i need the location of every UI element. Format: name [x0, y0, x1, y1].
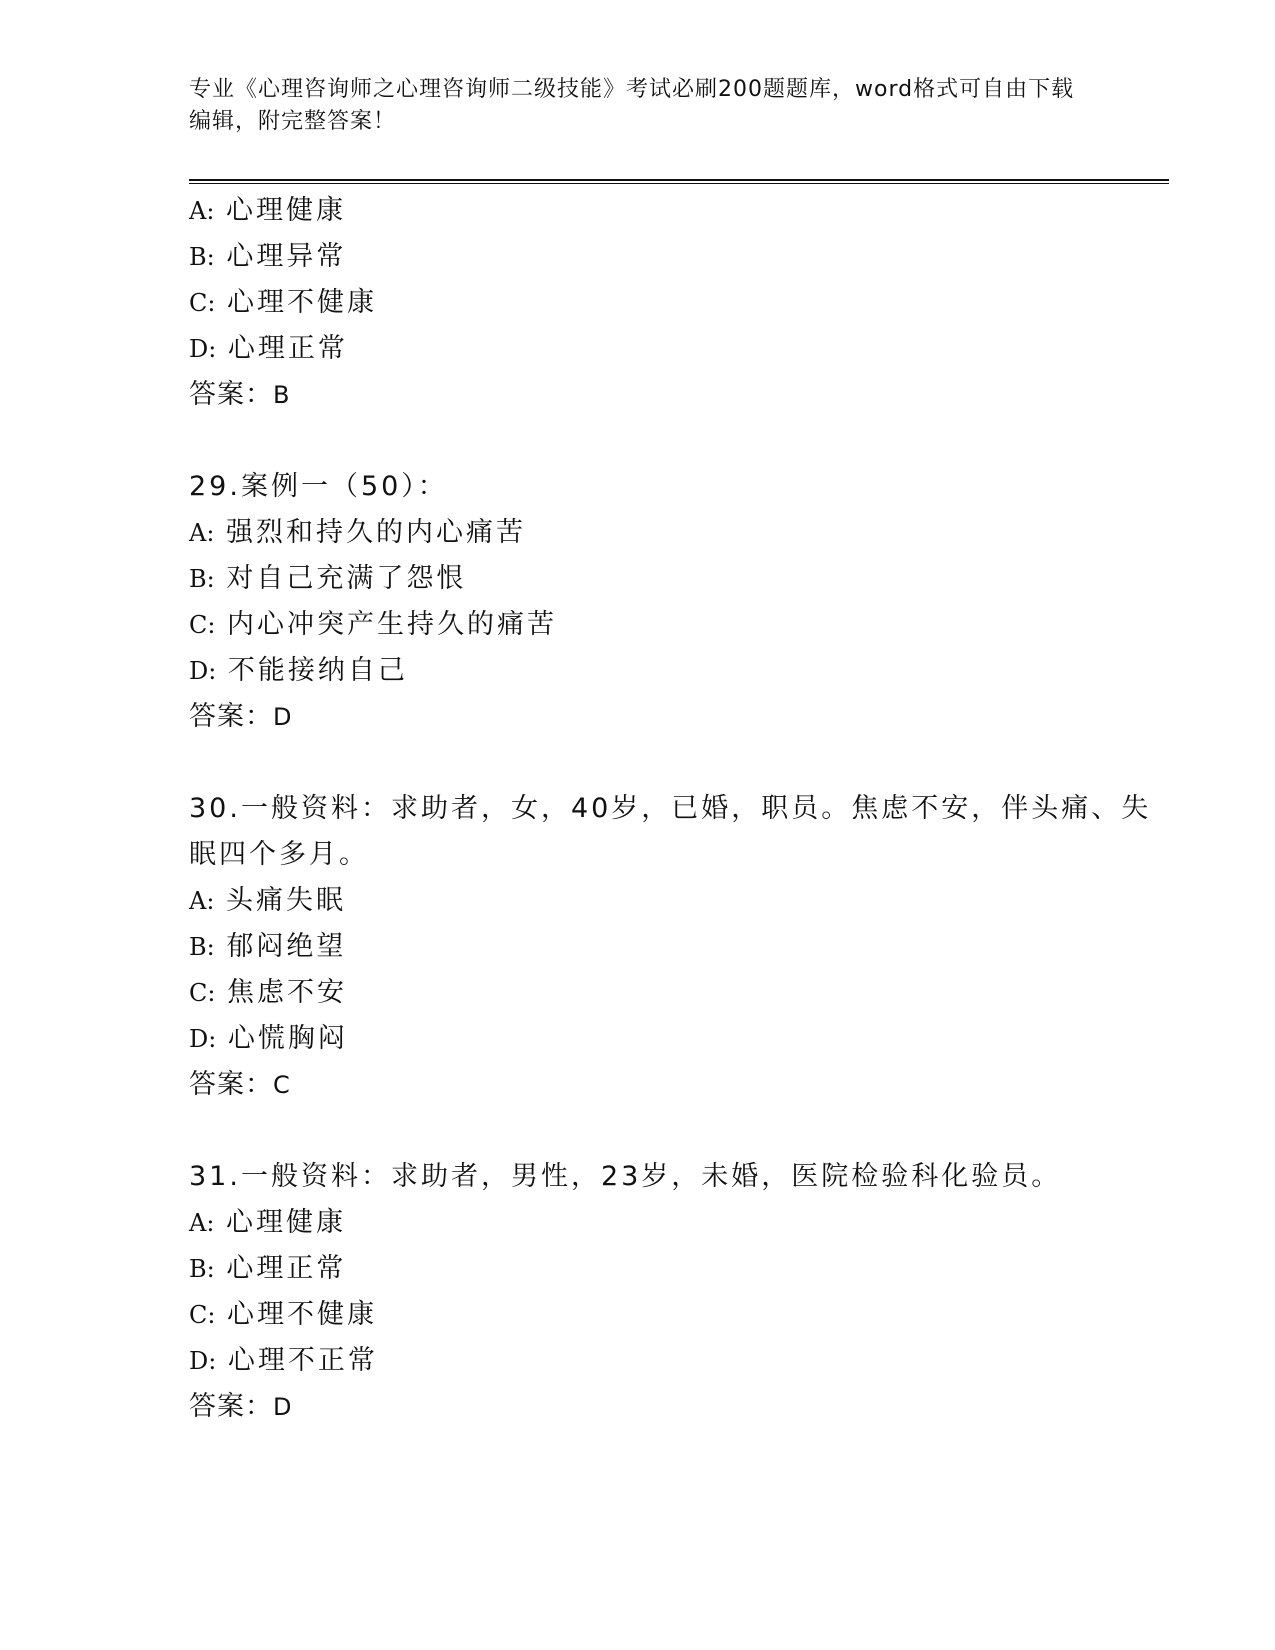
option-text: 不能接纳自己 [227, 655, 408, 686]
option-key: C: [189, 289, 216, 317]
option-key: D: [189, 335, 217, 363]
option-key: B: [189, 565, 215, 593]
option-a [189, 510, 1169, 556]
option-b [189, 556, 1169, 602]
option-key: D: [189, 657, 217, 685]
option-a [189, 878, 1169, 924]
option-text: 心慌胸闷 [227, 1023, 348, 1054]
option-key: D: [189, 1347, 217, 1375]
question-block [189, 1154, 1169, 1430]
option-b [189, 234, 1169, 280]
option-c [189, 1292, 1169, 1338]
option-c [189, 280, 1169, 326]
answer-value: D [273, 1393, 293, 1421]
answer-line [189, 694, 1169, 740]
option-text: 心理健康 [226, 1207, 347, 1238]
option-a [189, 1200, 1169, 1246]
option-d [189, 326, 1169, 372]
option-key: B: [189, 933, 215, 961]
option-key: A: [189, 887, 215, 915]
option-d [189, 1016, 1169, 1062]
answer-value: C [273, 1071, 291, 1099]
option-text: 内心冲突产生持久的痛苦 [227, 609, 558, 640]
option-text: 对自己充满了怨恨 [226, 563, 467, 594]
question-list [189, 188, 1169, 1476]
question-block [189, 464, 1169, 740]
answer-label: 答案： [189, 1069, 273, 1100]
option-text: 强烈和持久的内心痛苦 [226, 517, 527, 548]
option-text: 心理异常 [226, 241, 347, 272]
header-divider [189, 179, 1169, 184]
option-key: C: [189, 611, 216, 639]
option-text: 郁闷绝望 [226, 931, 347, 962]
option-text: 头痛失眠 [226, 885, 347, 916]
option-key: B: [189, 1255, 215, 1283]
option-text: 心理正常 [227, 333, 348, 364]
answer-label: 答案： [189, 1391, 273, 1422]
question-stem: 31.一般资料：求助者，男性，23岁，未婚，医院检验科化验员。 [189, 1161, 1062, 1192]
answer-value: D [273, 703, 293, 731]
question-stem: 30.一般资料：求助者，女，40岁，已婚，职员。焦虑不安，伴头痛、失眠四个多月。 [189, 793, 1152, 870]
option-key: B: [189, 243, 215, 271]
answer-value: B [273, 381, 291, 409]
option-key: A: [189, 197, 215, 225]
option-d [189, 1338, 1169, 1384]
answer-line [189, 372, 1169, 418]
option-key: C: [189, 979, 216, 1007]
option-text: 心理不正常 [227, 1345, 378, 1376]
option-text: 心理健康 [226, 195, 347, 226]
answer-line [189, 1062, 1169, 1108]
option-text: 心理不健康 [227, 1299, 378, 1330]
option-b [189, 1246, 1169, 1292]
answer-label: 答案： [189, 701, 273, 732]
option-c [189, 602, 1169, 648]
answer-line [189, 1384, 1169, 1430]
question-block [189, 786, 1169, 1108]
option-text: 心理正常 [226, 1253, 347, 1284]
option-key: D: [189, 1025, 217, 1053]
option-b [189, 924, 1169, 970]
option-key: A: [189, 519, 215, 547]
question-stem: 29.案例一（50）： [189, 471, 448, 502]
option-text: 焦虑不安 [227, 977, 348, 1008]
option-c [189, 970, 1169, 1016]
question-block [189, 188, 1169, 418]
option-key: C: [189, 1301, 216, 1329]
answer-label: 答案： [189, 379, 273, 410]
option-text: 心理不健康 [227, 287, 378, 318]
option-key: A: [189, 1209, 215, 1237]
option-a [189, 188, 1169, 234]
option-d [189, 648, 1169, 694]
document-header-note: 专业《心理咨询师之心理咨询师二级技能》考试必刷200题题库，word格式可自由下载编辑，附完整答案！ [189, 77, 1075, 134]
